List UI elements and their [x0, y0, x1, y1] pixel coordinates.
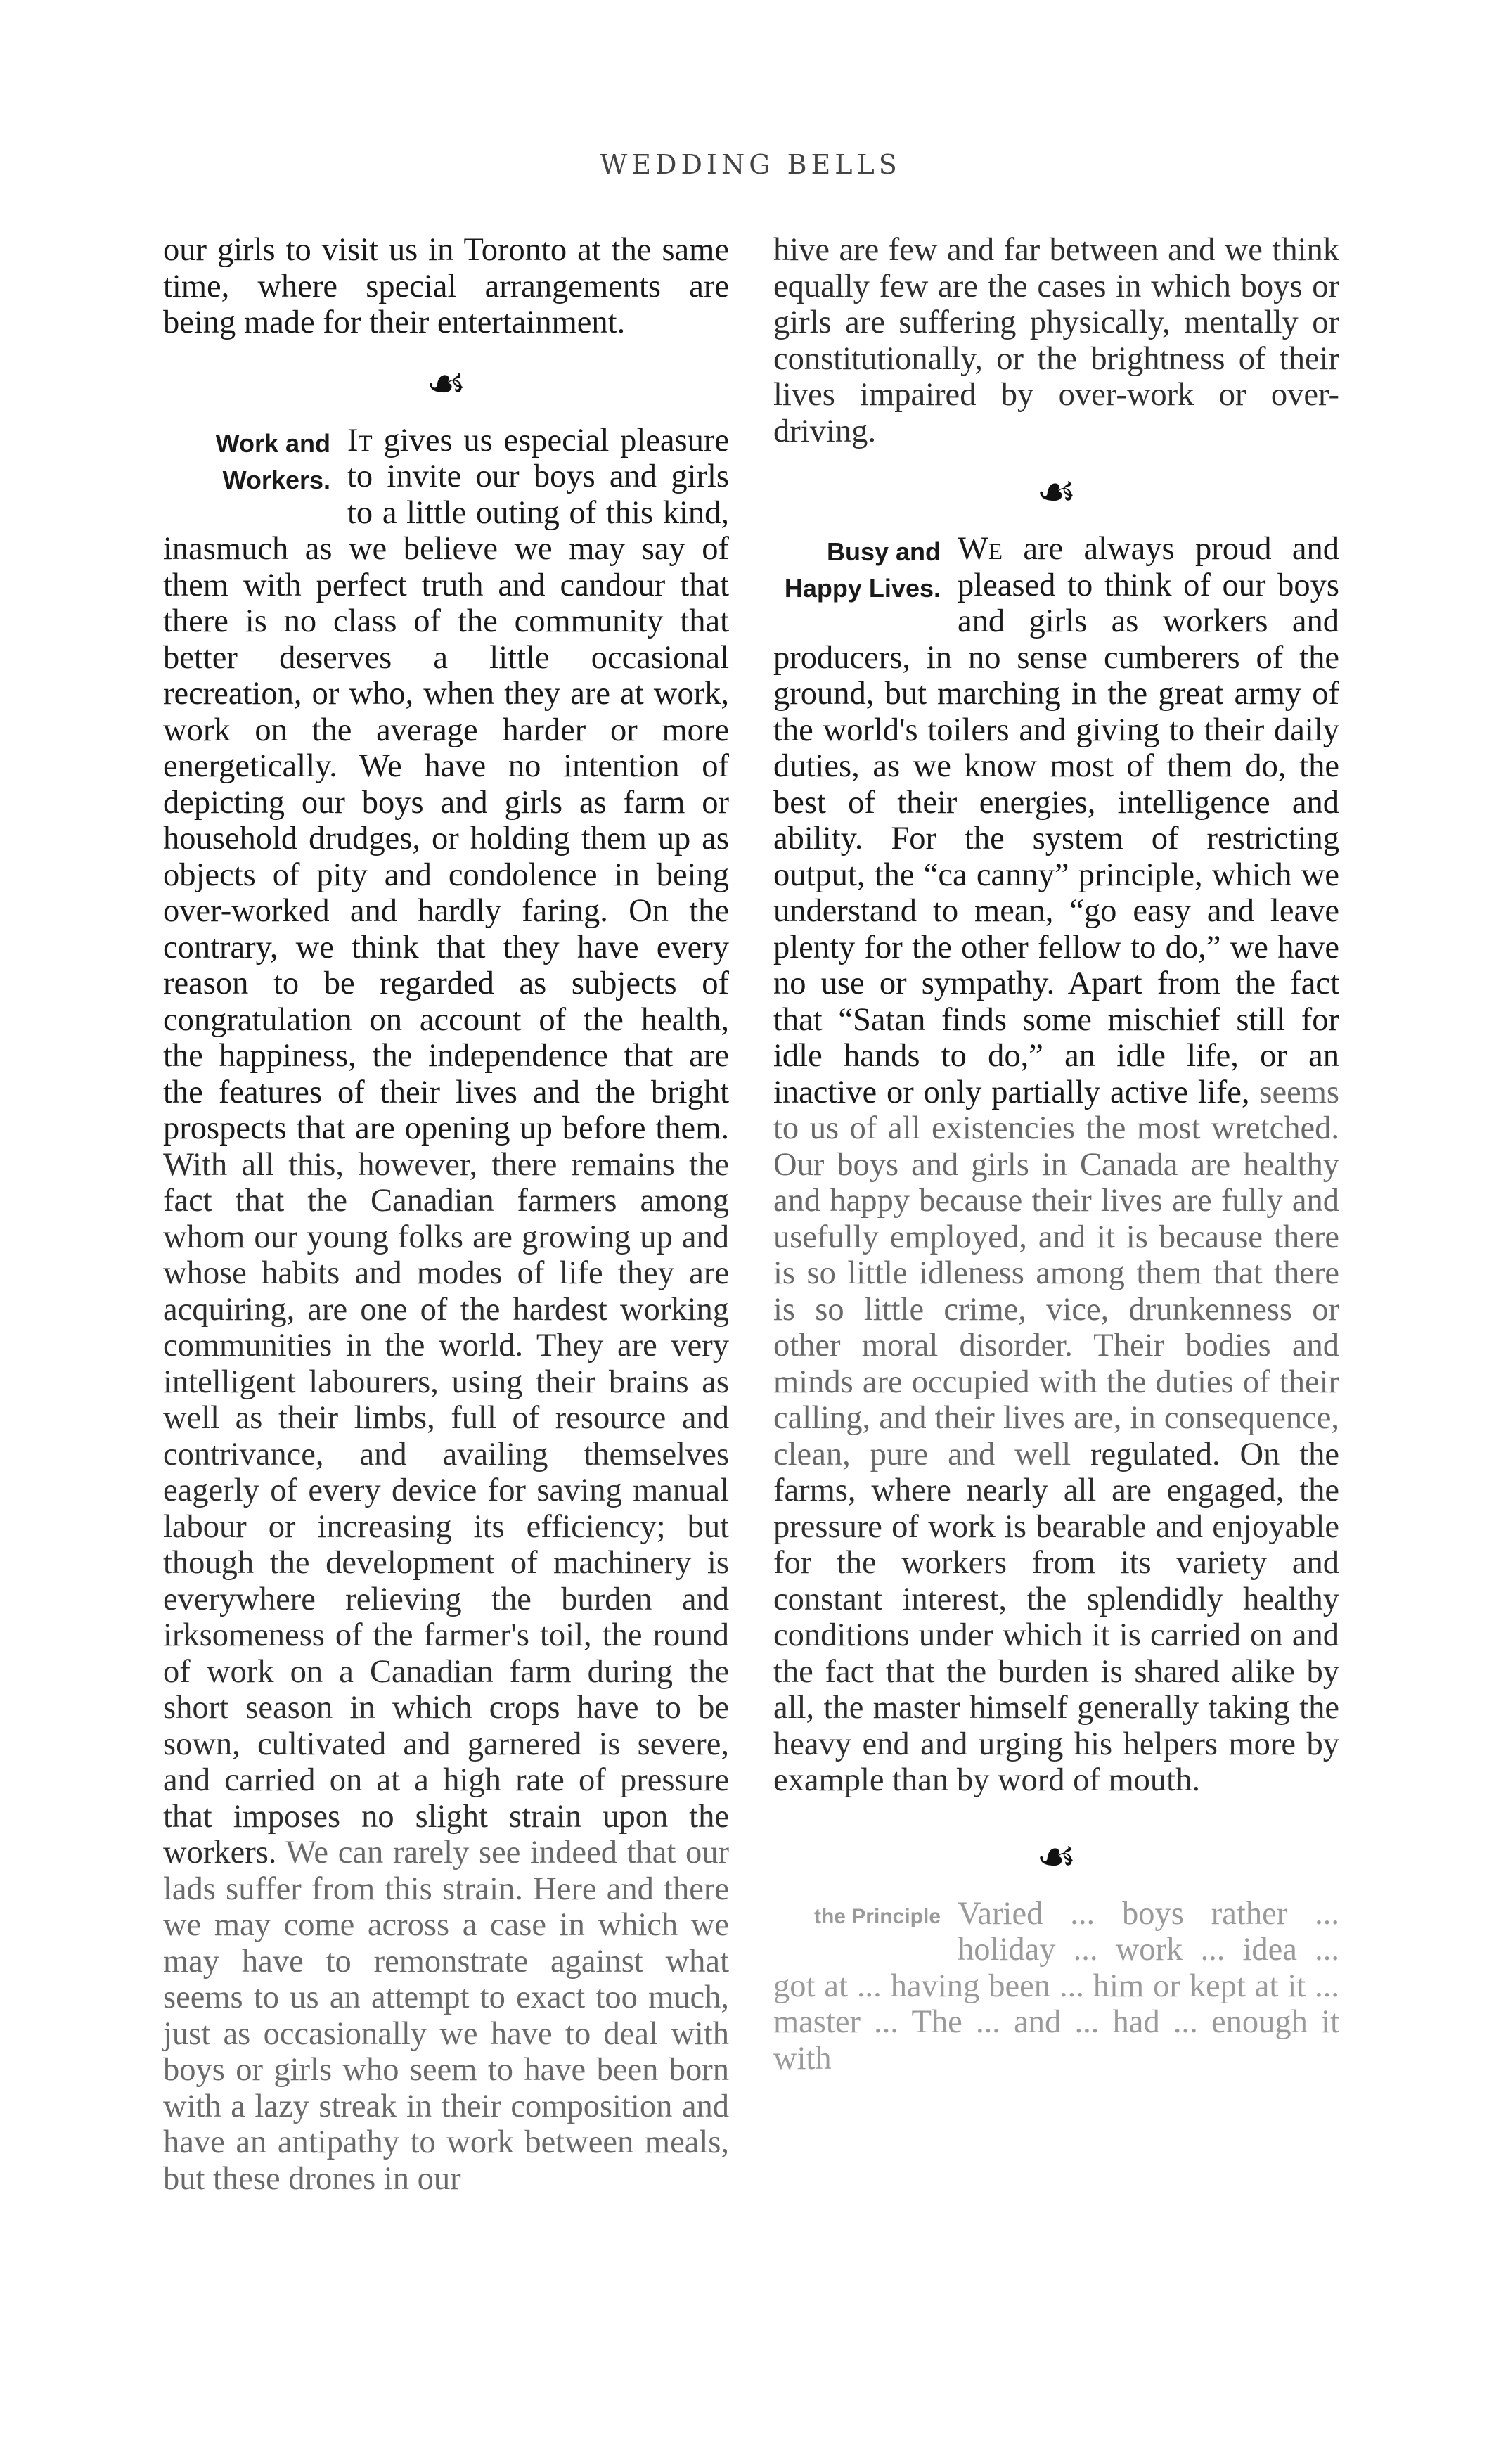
side-heading-busy-and-happy-lives [773, 534, 941, 607]
fleuron-ornament-icon: ☙ [1036, 467, 1077, 517]
fleuron-ornament-icon: ☙ [1036, 1831, 1077, 1882]
left-intro-paragraph: our girls to visit us in Toronto at the same time, where special arrangements are being made for their entertainment. [163, 232, 729, 340]
side-heading-line: Happy Lives. [784, 574, 941, 603]
running-header: WEDDING BELLS [600, 149, 901, 180]
work-and-workers-paragraph [163, 423, 729, 2197]
side-heading-line: Busy and [826, 537, 941, 566]
fleuron-ornament-icon: ☙ [425, 358, 467, 409]
paragraph-text: gives us especial pleasure to invite our boys and girls to a little outing of this kind, inasmuch as we believe we may say of them with perfect truth and candour that there is no class of the community that better deserves a little occasional recreation, or who, when they are at work, work on the average harder or more energetically. We have no intention of depicting our boys and girls as farm or household drudges, or holding them up as objects of pity and condolence in being over-worked and hardly faring. On the contrary, we think that they have every reason to be regarded as subjects of congratulation on account of the health, the happiness, the independence that are the features of their lives and the bright prospects that are opening up before them. [163, 422, 729, 1146]
right-intro-paragraph: hive are few and far between and we think equally few are the cases in which boys or girls are suffering physically, mentally or constitutionally, or the brightness of their lives impaired by over-work or over-driving. [773, 232, 1339, 449]
side-heading-line: Work and [215, 428, 330, 458]
busy-and-happy-lives-paragraph [773, 531, 1339, 1799]
paragraph-text: With all this, however, there remains the fact that the Canadian farmers among whom our young folks are growing up and whose habits and modes of life they are acquiring, are one of the hardest working communities in the world. They are very intelligent labourers, using their brains as well as their limbs, full of resource and contrivance, and availing themselves eagerly of every device for saving manual labour or increasing its efficiency; but though the development of machinery is everywhere relieving the burden and irksomeness of the farmer's toil, the round of work on a Canadian farm during the short season in which crops have to be sown, cultivated and garnered is severe, and carried on at a high rate of pressure that imposes no slight strain upon the workers. [163, 1146, 729, 1871]
paragraph-text: are always proud and pleased to think of our boys and girls as workers and producers, in no sense cumberers of the ground, but marching in the great army of the world's toilers and giving to their daily duties, as we know most of them do, the best of their energies, intelligence and ability. For the system of restricting output, the “ca canny” principle, which we understand to mean, “go easy and leave plenty for the other fellow to do,” we have no use or sympathy. Apart from the fact that “Satan finds some mischief still for idle hands to do,” an idle life, or an inactive or only partially active life, [773, 531, 1339, 1110]
faded-paragraph: Varied ... boys rather ... holiday ... work ... idea ... got at ... having been ... him or kept at it ... master ... The ... and ... had ... enough it with [773, 1895, 1339, 2077]
drop-word: We [958, 531, 1003, 567]
side-heading-faded: the Principle [813, 1904, 941, 1928]
paragraph-text: regulated. On the farms, where nearly all are engaged, the pressure of work is bearable and enjoyable for the workers from its variety and constant interest, the splendidly healthy conditions under which it is carried on and the fact that the burden is shared alike by all, the master himself generally taking the heavy end and urging his helpers more by example than by word of mouth. [773, 1436, 1339, 1798]
paragraph-text-faded: We can rarely see indeed that our lads suffer from this strain. Here and there we may come across a case in which we may have to remonstrate against what seems to us an attempt to exact too much, just as occasionally we have to deal with boys or girls who seem to have been born with a lazy streak in their composition and have an antipathy to work between meals, but these drones in our [163, 1835, 729, 2197]
right-column [773, 232, 1339, 2077]
paragraph-text-faded: seems to us of all existencies the most wretched. Our boys and girls in Canada are healthy and happy because their lives are fully and usefully employed, and it is because there is so little idleness among them that there is so little crime, vice, drunkenness or other moral disorder. Their bodies and minds are occupied with the duties of their calling, and their lives are, in consequence, clean, pure and well [773, 1074, 1339, 1472]
side-heading-work-and-workers [163, 425, 330, 499]
drop-word: It [347, 422, 373, 458]
left-column [163, 232, 729, 2197]
side-heading-line: Workers. [222, 465, 330, 494]
